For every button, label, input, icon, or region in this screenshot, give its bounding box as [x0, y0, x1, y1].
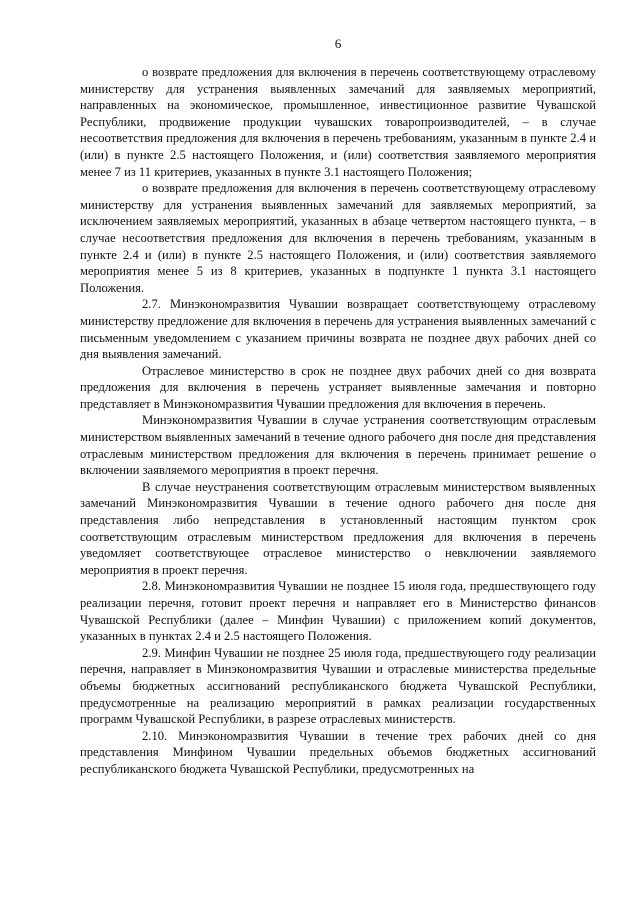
paragraph-return-economic: о возврате предложения для включения в перечень соответствующему отраслевому министерству для устранения выявленных замечаний для заявляемых мероприятий, направленных на экономическое, промышленное, инвестиционное развитие Чувашской Республики, продвижение продукции чувашских товаропроизводителей, – в случае несоответствия предложения для включения в перечень требованиям, указанным в пункте 2.4 и (или) в пункте 2.5 настоящего Положения, и (или) соответствия заявляемого мероприятия менее 7 из 11 критериев, указанных в пункте 3.1 настоящего Положения; [80, 65, 596, 179]
paragraph-2-7-decision: Минэкономразвития Чувашии в случае устранения соответствующим отраслевым министерством выявленных замечаний в течение одного рабочего дня после дня представления отраслевым министерством предложения для включения в перечень принимает решение о включении заявляемого мероприятия в проект перечня. [80, 413, 596, 478]
paragraph-2-7-ministry-deadline: Отраслевое министерство в срок не позднее двух рабочих дней со дня возврата предложения для включения в перечень устраняет выявленные замечания и повторно представляет в Минэкономразвития Чувашии предложения для включения в перечень. [80, 363, 596, 411]
paragraph-2-8: 2.8. Минэкономразвития Чувашии не позднее 15 июля года, предшествующего году реализации перечня, готовит проект перечня и направляет его в Министерство финансов Чувашской Республики (далее – Минфин Чувашии) с приложением копий документов, указанных в пунктах 2.4 и 2.5 настоящего Положения. [80, 579, 596, 644]
paragraph-2-7-non-remedy: В случае неустранения соответствующим отраслевым министерством выявленных замечаний Минэкономразвития Чувашии в течение одного рабочего дня после дня представления либо непредставления в установленный настоящим пунктом срок соответствующим отраслевым министерством предложения для включения в перечень уведомляет соответствующее отраслевое министерство о невключении заявляемого мероприятия в проект перечня. [80, 479, 596, 577]
paragraph-2-10: 2.10. Минэкономразвития Чувашии в течение трех рабочих дней со дня представления Минфином Чувашии предельных объемов бюджетных ассигнований республиканского бюджета Чувашской Республики, предусмотренных на [80, 728, 596, 776]
paragraph-2-7: 2.7. Минэкономразвития Чувашии возвращает соответствующему отраслевому министерству предложение для включения в перечень для устранения выявленных замечаний с письменным уведомлением с указанием причины возврата не позднее двух рабочих дней со дня выявления замечаний. [80, 297, 596, 362]
paragraph-2-9: 2.9. Минфин Чувашии не позднее 25 июля года, предшествующего году реализации перечня, направляет в Минэкономразвития Чувашии и отраслевые министерства предельные объемы бюджетных ассигнований республиканского бюджета Чувашской Республики, предусмотренные на реализацию мероприятий в рамках реализации государственных программ Чувашской Республики, в разрезе отраслевых министерств. [80, 645, 596, 727]
page-number: 6 [334, 36, 342, 51]
paragraph-return-other: о возврате предложения для включения в перечень соответствующему отраслевому министерству для устранения выявленных замечаний для заявляемых мероприятий, за исключением заявляемых мероприятий, указанных в абзаце четвертом настоящего пункта, – в случае несоответствия предложения для включения в перечень требованиям, указанным в пункте 2.4 и (или) в пункте 2.5 настоящего Положения, и (или) соответствия заявляемого мероприятия менее 5 из 8 критериев, указанных в подпункте 1 пункта 3.1 настоящего Положения. [80, 181, 596, 295]
